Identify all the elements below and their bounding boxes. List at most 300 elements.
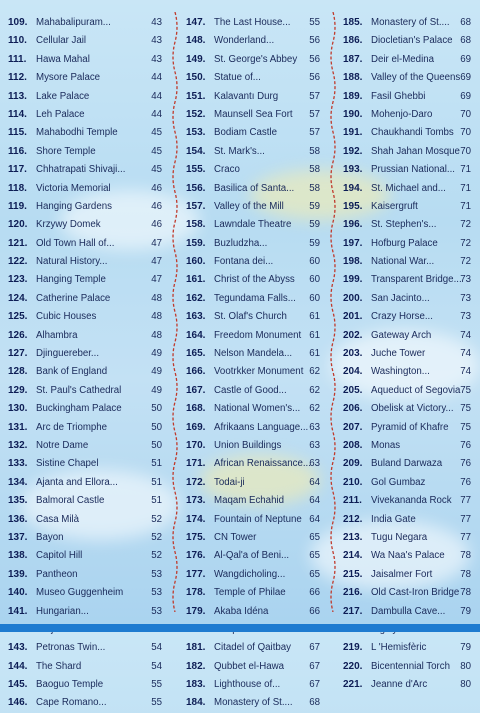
entry-number: 193. (343, 164, 363, 176)
entry-page-number: 71 (460, 164, 471, 176)
contents-entry (343, 51, 471, 69)
entry-title: Fasil Ghebbi (371, 90, 426, 102)
entry-number: 195. (343, 200, 363, 212)
entry-number: 202. (343, 329, 363, 341)
entry-title: Union Buildings (214, 439, 282, 451)
entry-page-number: 50 (151, 421, 162, 433)
entry-page-number: 78 (460, 550, 471, 562)
contents-entry (343, 308, 471, 326)
entry-number: 164. (186, 329, 206, 341)
entry-page-number: 69 (460, 72, 471, 84)
contents-entry (8, 676, 162, 694)
entry-title: Cubic Houses (36, 311, 97, 323)
entry-page-number: 59 (309, 237, 320, 249)
entry-number: 158. (186, 219, 206, 231)
entry-page-number: 75 (460, 384, 471, 396)
entry-page-number: 77 (460, 513, 471, 525)
entry-page-number: 48 (151, 292, 162, 304)
contents-entry (186, 363, 320, 381)
entry-title: Todai-ji (214, 476, 245, 488)
contents-entry (186, 694, 320, 712)
entry-number: 181. (186, 642, 206, 654)
entry-title: Vivekananda Rock (371, 495, 452, 507)
contents-entry (343, 290, 471, 308)
entry-number: 200. (343, 292, 363, 304)
contents-entry (343, 253, 471, 271)
entry-number: 176. (186, 550, 206, 562)
entry-title: Fountain of Neptune (214, 513, 302, 525)
entry-number: 121. (8, 237, 28, 249)
entry-title: Casa Milà (36, 513, 80, 525)
entry-number: 133. (8, 458, 28, 470)
entry-page-number: 72 (460, 237, 471, 249)
contents-entry (343, 180, 471, 198)
entry-number: 136. (8, 513, 28, 525)
entry-title: Wangdicholing... (214, 568, 286, 580)
entry-page-number: 46 (151, 182, 162, 194)
entry-page-number: 54 (151, 660, 162, 672)
entry-page-number: 74 (460, 329, 471, 341)
contents-entry (343, 455, 471, 473)
entry-page-number: 53 (151, 568, 162, 580)
entry-number: 129. (8, 384, 28, 396)
entry-title: Ajanta and Ellora... (36, 476, 118, 488)
entry-page-number: 56 (309, 72, 320, 84)
contents-entry (8, 32, 162, 50)
contents-column-1 (8, 14, 162, 713)
entry-number: 117. (8, 164, 27, 176)
entry-title: Gol Gumbaz (371, 476, 426, 488)
contents-entry (343, 32, 471, 50)
entry-page-number: 63 (309, 421, 320, 433)
contents-entry (343, 603, 471, 621)
entry-page-number: 70 (460, 145, 471, 157)
entry-number: 113. (8, 90, 27, 102)
entry-page-number: 43 (151, 35, 162, 47)
entry-number: 186. (343, 35, 363, 47)
contents-entry (8, 198, 162, 216)
entry-title: Kalavantı Durg (214, 90, 279, 102)
entry-title: Baoguo Temple (36, 679, 104, 691)
entry-number: 115. (8, 127, 27, 139)
entry-title: Buckingham Palace (36, 403, 122, 415)
column-divider-right (328, 12, 338, 612)
entry-title: Afrikaans Language... (214, 421, 309, 433)
entry-title: Maunsell Sea Fort (214, 108, 293, 120)
contents-entry (186, 271, 320, 289)
entry-page-number: 68 (460, 17, 471, 28)
contents-entry (186, 198, 320, 216)
entry-title: Valley of the Mill (214, 200, 284, 212)
entry-number: 221. (343, 679, 363, 691)
entry-number: 111. (8, 53, 27, 65)
contents-entry (8, 419, 162, 437)
contents-entry (8, 474, 162, 492)
entry-number: 145. (8, 679, 28, 691)
contents-entry (343, 88, 471, 106)
entry-title: African Renaissance... (214, 458, 311, 470)
entry-page-number: 47 (151, 274, 162, 286)
entry-number: 172. (186, 476, 206, 488)
entry-number: 197. (343, 237, 363, 249)
entry-title: Bayon (36, 531, 64, 543)
contents-entry (343, 143, 471, 161)
entry-number: 196. (343, 219, 363, 231)
entry-number: 119. (8, 200, 27, 212)
entry-page-number: 68 (460, 35, 471, 47)
contents-entry (186, 658, 320, 676)
entry-number: 152. (186, 108, 206, 120)
entry-title: Craco (214, 164, 240, 176)
entry-page-number: 73 (460, 311, 471, 323)
entry-title: Hawa Mahal (36, 53, 90, 65)
entry-title: National War... (371, 256, 435, 268)
entry-page-number: 75 (460, 421, 471, 433)
entry-page-number: 59 (309, 219, 320, 231)
entry-number: 148. (186, 35, 206, 47)
contents-entry (8, 180, 162, 198)
entry-number: 109. (8, 17, 28, 28)
entry-number: 128. (8, 366, 28, 378)
entry-number: 156. (186, 182, 206, 194)
contents-entry (8, 345, 162, 363)
contents-entry (186, 106, 320, 124)
entry-number: 194. (343, 182, 363, 194)
contents-entry (186, 455, 320, 473)
entry-page-number: 48 (151, 329, 162, 341)
entry-page-number: 44 (151, 108, 162, 120)
entry-page-number: 45 (151, 145, 162, 157)
entry-title: Obelisk at Victory... (371, 403, 454, 415)
entry-page-number: 73 (460, 274, 471, 286)
contents-entry (8, 511, 162, 529)
entry-page-number: 63 (309, 458, 320, 470)
entry-number: 208. (343, 439, 363, 451)
entry-page-number: 65 (309, 550, 320, 562)
entry-number: 220. (343, 660, 363, 672)
entry-number: 191. (343, 127, 363, 139)
entry-number: 155. (186, 164, 206, 176)
contents-entry (186, 529, 320, 547)
contents-entry (343, 400, 471, 418)
contents-entry (343, 529, 471, 547)
contents-entry (343, 584, 471, 602)
entry-title: Chaukhandi Tombs (371, 127, 454, 139)
contents-entry (8, 566, 162, 584)
entry-title: Bicentennial Torch (371, 660, 450, 672)
entry-title: Fontana dei... (214, 256, 274, 268)
entry-title: Mahabodhi Temple (36, 127, 118, 139)
contents-entry (186, 88, 320, 106)
entry-page-number: 55 (151, 679, 162, 691)
entry-number: 122. (8, 256, 28, 268)
contents-entry (343, 676, 471, 694)
entry-number: 187. (343, 53, 363, 65)
entry-page-number: 76 (460, 458, 471, 470)
entry-title: St. Mark's... (214, 145, 265, 157)
entry-page-number: 57 (309, 108, 320, 120)
entry-title: Mahabalipuram... (36, 17, 111, 28)
entry-title: Hungarian... (36, 605, 89, 617)
entry-number: 141. (8, 605, 28, 617)
contents-entry (186, 235, 320, 253)
entry-title: Petronas Twin... (36, 642, 106, 654)
entry-page-number: 75 (460, 403, 471, 415)
entry-title: San Jacinto... (371, 292, 430, 304)
entry-title: Krzywy Domek (36, 219, 101, 231)
entry-title: Citadel of Qaitbay (214, 642, 292, 654)
entry-title: Christ of the Abyss (214, 274, 295, 286)
contents-entry (8, 235, 162, 253)
entry-number: 134. (8, 476, 28, 488)
entry-page-number: 63 (309, 439, 320, 451)
entry-number: 189. (343, 90, 363, 102)
entry-page-number: 76 (460, 476, 471, 488)
contents-entry (8, 143, 162, 161)
contents-entry (343, 14, 471, 32)
entry-page-number: 53 (151, 605, 162, 617)
entry-number: 130. (8, 403, 28, 415)
contents-entry (343, 124, 471, 142)
entry-number: 150. (186, 72, 206, 84)
entry-number: 166. (186, 366, 206, 378)
contents-entry (186, 327, 320, 345)
entry-number: 154. (186, 145, 206, 157)
entry-title: Arc de Triomphe (36, 421, 108, 433)
entry-title: Pantheon (36, 568, 78, 580)
contents-entry (186, 419, 320, 437)
contents-entry (186, 566, 320, 584)
entry-title: Tugu Negara (371, 531, 428, 543)
entry-page-number: 80 (460, 660, 471, 672)
contents-entry (8, 584, 162, 602)
entry-page-number: 69 (460, 53, 471, 65)
entry-page-number: 55 (151, 697, 162, 709)
contents-entry (8, 88, 162, 106)
contents-entry (8, 363, 162, 381)
contents-entry (186, 603, 320, 621)
entry-page-number: 74 (460, 348, 471, 360)
contents-entry (186, 437, 320, 455)
entry-number: 177. (186, 568, 206, 580)
entry-number: 199. (343, 274, 363, 286)
contents-entry (186, 382, 320, 400)
entry-title: Maqam Echahid (214, 495, 285, 507)
entry-page-number: 44 (151, 72, 162, 84)
entry-title: Monastery of St.... (371, 17, 450, 28)
entry-number: 217. (343, 605, 363, 617)
entry-page-number: 64 (309, 476, 320, 488)
entry-page-number: 80 (460, 679, 471, 691)
entry-number: 173. (186, 495, 206, 507)
contents-entry (186, 124, 320, 142)
contents-entry (8, 639, 162, 657)
entry-page-number: 51 (151, 476, 162, 488)
entry-title: St. Paul's Cathedral (36, 384, 122, 396)
entry-number: 207. (343, 421, 363, 433)
entry-page-number: 70 (460, 127, 471, 139)
entry-title: Hanging Temple (36, 274, 106, 286)
entry-page-number: 69 (460, 90, 471, 102)
contents-entry (343, 235, 471, 253)
contents-entry (343, 511, 471, 529)
contents-entry (343, 69, 471, 87)
entry-number: 170. (186, 439, 206, 451)
entry-number: 171. (186, 458, 206, 470)
entry-page-number: 57 (309, 90, 320, 102)
entry-number: 209. (343, 458, 363, 470)
entry-title: St. George's Abbey (214, 53, 298, 65)
entry-page-number: 43 (151, 53, 162, 65)
contents-entry (343, 106, 471, 124)
entry-title: CN Tower (214, 531, 257, 543)
entry-title: Mohenjo-Daro (371, 108, 433, 120)
entry-page-number: 67 (309, 679, 320, 691)
entry-page-number: 47 (151, 237, 162, 249)
contents-entry (8, 400, 162, 418)
entry-title: Wonderland... (214, 35, 275, 47)
entry-page-number: 51 (151, 495, 162, 507)
contents-entry (8, 492, 162, 510)
entry-page-number: 71 (460, 200, 471, 212)
entry-title: Akaba Idéna (214, 605, 269, 617)
entry-page-number: 78 (460, 568, 471, 580)
contents-entry (8, 14, 162, 32)
contents-entry (8, 161, 162, 179)
contents-column-2 (186, 14, 320, 713)
entry-title: Jeanne d'Arc (371, 679, 428, 691)
entry-number: 153. (186, 127, 206, 139)
entry-title: Prussian National... (371, 164, 455, 176)
entry-page-number: 46 (151, 200, 162, 212)
contents-entry (343, 437, 471, 455)
entry-page-number: 43 (151, 17, 162, 28)
entry-page-number: 61 (309, 329, 320, 341)
entry-number: 159. (186, 237, 206, 249)
entry-number: 137. (8, 531, 28, 543)
entry-title: Al-Qal'a of Beni... (214, 550, 290, 562)
entry-page-number: 62 (309, 403, 320, 415)
contents-entry (8, 51, 162, 69)
entry-number: 162. (186, 292, 206, 304)
entry-number: 184. (186, 697, 206, 709)
entry-page-number: 59 (309, 200, 320, 212)
entry-page-number: 79 (460, 605, 471, 617)
entry-title: Natural History... (36, 256, 108, 268)
entry-number: 149. (186, 53, 206, 65)
entry-title: Jaisalmer Fort (371, 568, 433, 580)
contents-entry (8, 253, 162, 271)
contents-entry (343, 492, 471, 510)
entry-title: Deir el-Medina (371, 53, 434, 65)
entry-page-number: 77 (460, 531, 471, 543)
entry-page-number: 49 (151, 384, 162, 396)
entry-page-number: 60 (309, 256, 320, 268)
entry-title: Old Town Hall of... (36, 237, 115, 249)
entry-number: 151. (186, 90, 206, 102)
entry-title: Kaisergruft (371, 200, 418, 212)
contents-entry (186, 69, 320, 87)
entry-number: 112. (8, 72, 27, 84)
entry-page-number: 72 (460, 219, 471, 231)
entry-number: 179. (186, 605, 206, 617)
contents-entry (8, 327, 162, 345)
contents-entry (8, 216, 162, 234)
entry-title: Lighthouse of... (214, 679, 281, 691)
contents-entry (343, 639, 471, 657)
entry-number: 127. (8, 348, 28, 360)
entry-number: 203. (343, 348, 363, 360)
entry-number: 143. (8, 642, 28, 654)
entry-page-number: 58 (309, 164, 320, 176)
entry-title: Washington... (371, 366, 430, 378)
entry-page-number: 66 (309, 587, 320, 599)
entry-page-number: 50 (151, 439, 162, 451)
entry-title: Museo Guggenheim (36, 587, 124, 599)
entry-number: 116. (8, 145, 27, 157)
entry-number: 124. (8, 292, 28, 304)
entry-title: Leh Palace (36, 108, 85, 120)
entry-title: Sistine Chapel (36, 458, 99, 470)
entry-number: 135. (8, 495, 28, 507)
entry-title: Shore Temple (36, 145, 96, 157)
entry-number: 190. (343, 108, 363, 120)
entry-number: 139. (8, 568, 28, 580)
entry-title: Cape Romano... (36, 697, 107, 709)
entry-page-number: 50 (151, 403, 162, 415)
contents-entry (186, 492, 320, 510)
contents-entry (8, 271, 162, 289)
entry-page-number: 64 (309, 495, 320, 507)
entry-number: 110. (8, 35, 27, 47)
entry-number: 160. (186, 256, 206, 268)
entry-title: Chhatrapati Shivaji... (36, 164, 126, 176)
entry-title: Pyramid of Khafre (371, 421, 449, 433)
entry-number: 198. (343, 256, 363, 268)
entry-number: 210. (343, 476, 363, 488)
entry-title: Mysore Palace (36, 72, 101, 84)
entry-title: Vootrkker Monument (214, 366, 304, 378)
bottom-bar (0, 624, 480, 632)
contents-entry (8, 382, 162, 400)
entry-number: 213. (343, 531, 363, 543)
entry-number: 114. (8, 108, 27, 120)
entry-page-number: 62 (309, 384, 320, 396)
contents-entry (186, 584, 320, 602)
entry-number: 167. (186, 384, 206, 396)
entry-title: Alhambra (36, 329, 78, 341)
entry-title: Balmoral Castle (36, 495, 105, 507)
entry-page-number: 70 (460, 108, 471, 120)
entry-title: Shah Jahan Mosque (371, 145, 460, 157)
entry-title: Bodiam Castle (214, 127, 277, 139)
entry-number: 205. (343, 384, 363, 396)
contents-entry (186, 345, 320, 363)
entry-page-number: 44 (151, 90, 162, 102)
entry-title: Qubbet el-Hawa (214, 660, 285, 672)
entry-number: 147. (186, 17, 206, 28)
contents-entry (186, 511, 320, 529)
contents-entry (343, 419, 471, 437)
entry-title: Castle of Good... (214, 384, 287, 396)
contents-entry (186, 143, 320, 161)
entry-page-number: 66 (309, 605, 320, 617)
contents-entry (343, 658, 471, 676)
entry-page-number: 72 (460, 256, 471, 268)
entry-title: The Shard (36, 660, 82, 672)
entry-title: Bank of England (36, 366, 108, 378)
entry-title: Tegundama Falls... (214, 292, 296, 304)
